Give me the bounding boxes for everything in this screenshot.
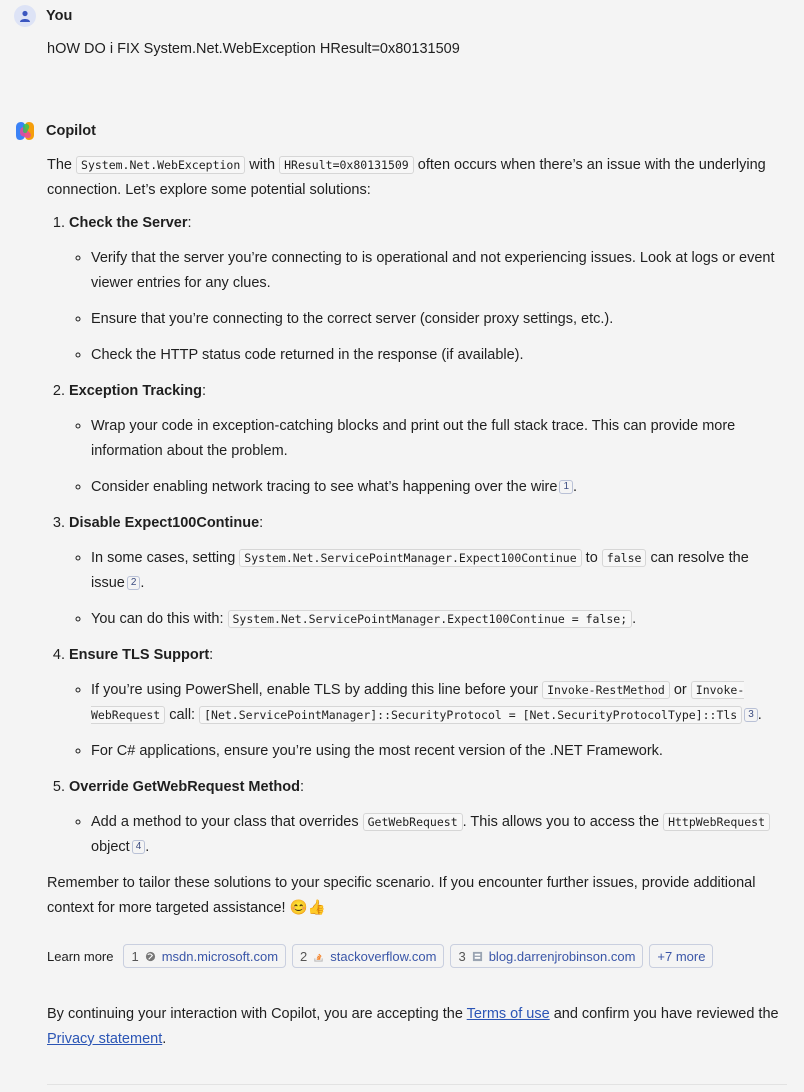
list-item: ◦ Add a method to your class that overrides GetWebRequest . This allows you to access the HttpWebRequest object 4 .	[91, 810, 782, 860]
privacy-statement-link[interactable]: Privacy statement	[47, 1031, 163, 1047]
source-link-2[interactable]: 2 stackoverflow.com	[292, 944, 444, 968]
list-item: ◦ Ensure that you’re connecting to the correct server (consider proxy settings, etc.).	[91, 307, 782, 332]
step-item: 1. Check the Server: ◦ Verify that the server you’re connecting to is operational and not experiencing issues. Look at logs or event viewer entries for any clues. ◦ Ensure that you’re connecting to the correct server (consider proxy settings, etc.). ◦ Check the HTTP status code returned in the response (if available).	[69, 211, 782, 368]
closing-paragraph: Remember to tailor these solutions to your specific scenario. If you encounter further issues, provide additional context for more targeted assistance! 😊👍	[47, 875, 756, 916]
source-link-3[interactable]: 3 blog.darrenjrobinson.com	[450, 944, 643, 968]
user-avatar-icon	[14, 5, 36, 27]
citation-badge[interactable]: 1	[559, 480, 573, 494]
solutions-list	[47, 211, 782, 860]
step-title: Disable Expect100Continue	[69, 515, 260, 531]
intro-paragraph: The System.Net.WebException with HResult=0x80131509 often occurs when there’s an issue with the underlying connection. Let’s explore some potential solutions:	[47, 157, 766, 198]
step-title: Check the Server	[69, 215, 188, 231]
list-item: ◦ For C# applications, ensure you’re using the most recent version of the .NET Framework.	[91, 739, 782, 764]
blog-icon	[472, 951, 483, 962]
list-item: ◦ Verify that the server you’re connecting to is operational and not experiencing issues. Look at logs or event viewer entries for any clues.	[91, 246, 782, 296]
list-item: ◦ You can do this with: System.Net.ServicePointManager.Expect100Continue = false; .	[91, 607, 782, 632]
step-title: Override GetWebRequest Method	[69, 779, 300, 795]
copilot-response	[47, 153, 782, 921]
step-item: 2. Exception Tracking: ◦ Wrap your code in exception-catching blocks and print out the full stack trace. This can provide more information about the problem. ◦ Consider enabling network tracing to see what’s happening over the wire 1 .	[69, 379, 782, 500]
learn-more-bar	[47, 944, 713, 968]
step-title: Exception Tracking	[69, 383, 202, 399]
divider	[47, 1084, 787, 1085]
list-item: ◦ If you’re using PowerShell, enable TLS by adding this line before your Invoke-RestMethod or Invoke-WebRequest call: [Net.ServicePointManager]::SecurityProtocol = [Net.SecurityProtocolType]::Tls 3 .	[91, 678, 782, 728]
inline-code: System.Net.ServicePointManager.Expect100Continue	[239, 549, 581, 567]
citation-badge[interactable]: 4	[132, 840, 146, 854]
inline-code: HttpWebRequest	[663, 813, 770, 831]
user-name: You	[46, 8, 73, 24]
copilot-logo-icon	[14, 120, 36, 142]
inline-code: [Net.ServicePointManager]::SecurityProtocol = [Net.SecurityProtocolType]::Tls	[199, 706, 742, 724]
citation-badge[interactable]: 3	[744, 708, 758, 722]
stackoverflow-icon	[313, 951, 324, 962]
user-message: hOW DO i FIX System.Net.WebException HResult=0x80131509	[47, 41, 460, 57]
list-item: ◦ Wrap your code in exception-catching blocks and print out the full stack trace. This can provide more information about the problem.	[91, 414, 782, 464]
list-item: ◦ In some cases, setting System.Net.ServicePointManager.Expect100Continue to false can resolve the issue 2 .	[91, 546, 782, 596]
step-item: 3. Disable Expect100Continue: ◦ In some cases, setting System.Net.ServicePointManager.Expect100Continue to false can resolve the issue 2 . ◦ You can do this with: System.Net.ServicePointManager.Expect100Continue = false; .	[69, 511, 782, 632]
citation-badge[interactable]: 2	[127, 576, 141, 590]
globe-icon	[145, 951, 156, 962]
inline-code: false	[602, 549, 647, 567]
inline-code: System.Net.WebException	[76, 156, 245, 174]
terms-of-use-link[interactable]: Terms of use	[466, 1006, 550, 1022]
inline-code: Invoke-WebRequest	[91, 683, 745, 722]
learn-more-label: Learn more	[47, 948, 114, 964]
inline-code: GetWebRequest	[363, 813, 463, 831]
inline-code: Invoke-RestMethod	[542, 681, 670, 699]
footer-notice: By continuing your interaction with Copilot, you are accepting the Terms of use and confirm you have reviewed the Privacy statement.	[47, 1006, 779, 1047]
copilot-name: Copilot	[46, 123, 96, 139]
step-title: Ensure TLS Support	[69, 647, 210, 663]
list-item: ◦ Check the HTTP status code returned in the response (if available).	[91, 343, 782, 368]
source-link-1[interactable]: 1 msdn.microsoft.com	[123, 944, 286, 968]
step-item: 4. Ensure TLS Support: ◦ If you’re using PowerShell, enable TLS by adding this line before your Invoke-RestMethod or Invoke-WebRequest call: [Net.ServicePointManager]::SecurityProtocol = [Net.SecurityProtocolType]::Tls 3 . ◦ For C# applications, ensure you’re using the most recent version of the .NET Framework.	[69, 643, 782, 764]
copilot-message-header	[14, 120, 96, 142]
inline-code: HResult=0x80131509	[279, 156, 414, 174]
more-sources-button[interactable]: +7 more	[649, 944, 713, 968]
list-item: ◦ Consider enabling network tracing to see what’s happening over the wire 1 .	[91, 475, 782, 500]
user-message-header	[14, 5, 72, 27]
step-item: 5. Override GetWebRequest Method: ◦ Add a method to your class that overrides GetWebRequest . This allows you to access the HttpWebRequest object 4 .	[69, 775, 782, 860]
inline-code: System.Net.ServicePointManager.Expect100Continue = false;	[228, 610, 633, 628]
